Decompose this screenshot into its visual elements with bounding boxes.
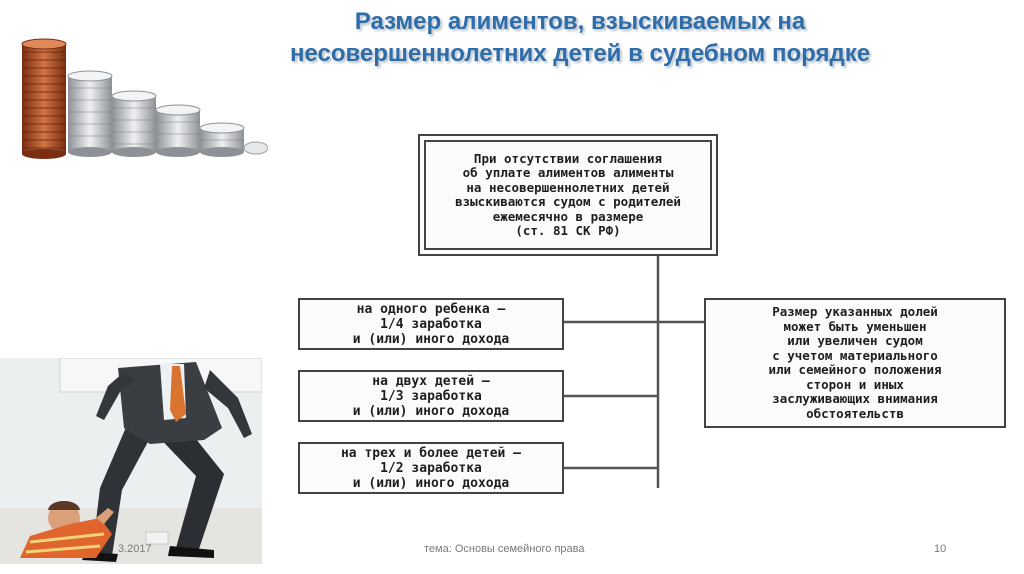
silver-coin-stacks [68, 71, 268, 157]
adjustment-box [704, 298, 1006, 428]
share-box-one-child [298, 298, 564, 350]
share-box-two-children [298, 370, 564, 422]
coin-stacks-image [18, 30, 268, 170]
footer-topic: тема: Основы семейного права [424, 543, 585, 555]
title-line-2: несовершеннолетних детей в судебном порядке [289, 40, 871, 67]
title-line-1: Размер алиментов, взыскиваемых на [354, 8, 806, 35]
slide-title [250, 6, 910, 70]
man-dragging-child-photo [0, 358, 262, 564]
footer-page-number: 10 [934, 543, 947, 555]
footer-date: 3.2017 [118, 543, 152, 555]
alimony-diagram [280, 120, 1024, 500]
share-two-children-text: на двух детей – 1/3 заработка и (или) иного дохода [352, 373, 510, 419]
condition-box [418, 134, 718, 256]
adjustment-text: Размер указанных долей может быть уменьшен или увеличен судом с учетом материального или семейного положения сторон и иных заслуживающих внимания обстоятельств [768, 304, 942, 421]
copper-coin-stack [22, 39, 66, 159]
share-three-plus-text: на трех и более детей – 1/2 заработка и (или) иного дохода [340, 445, 521, 491]
condition-text: При отсутствии соглашения об уплате алиментов алименты на несовершеннолетних детей взыскиваются судом с родителей ежемесячно в размере (ст. 81 СК РФ) [455, 150, 681, 238]
share-one-child-text: на одного ребенка – 1/4 заработка и (или) иного дохода [352, 301, 510, 347]
share-box-three-plus-children [298, 442, 564, 494]
